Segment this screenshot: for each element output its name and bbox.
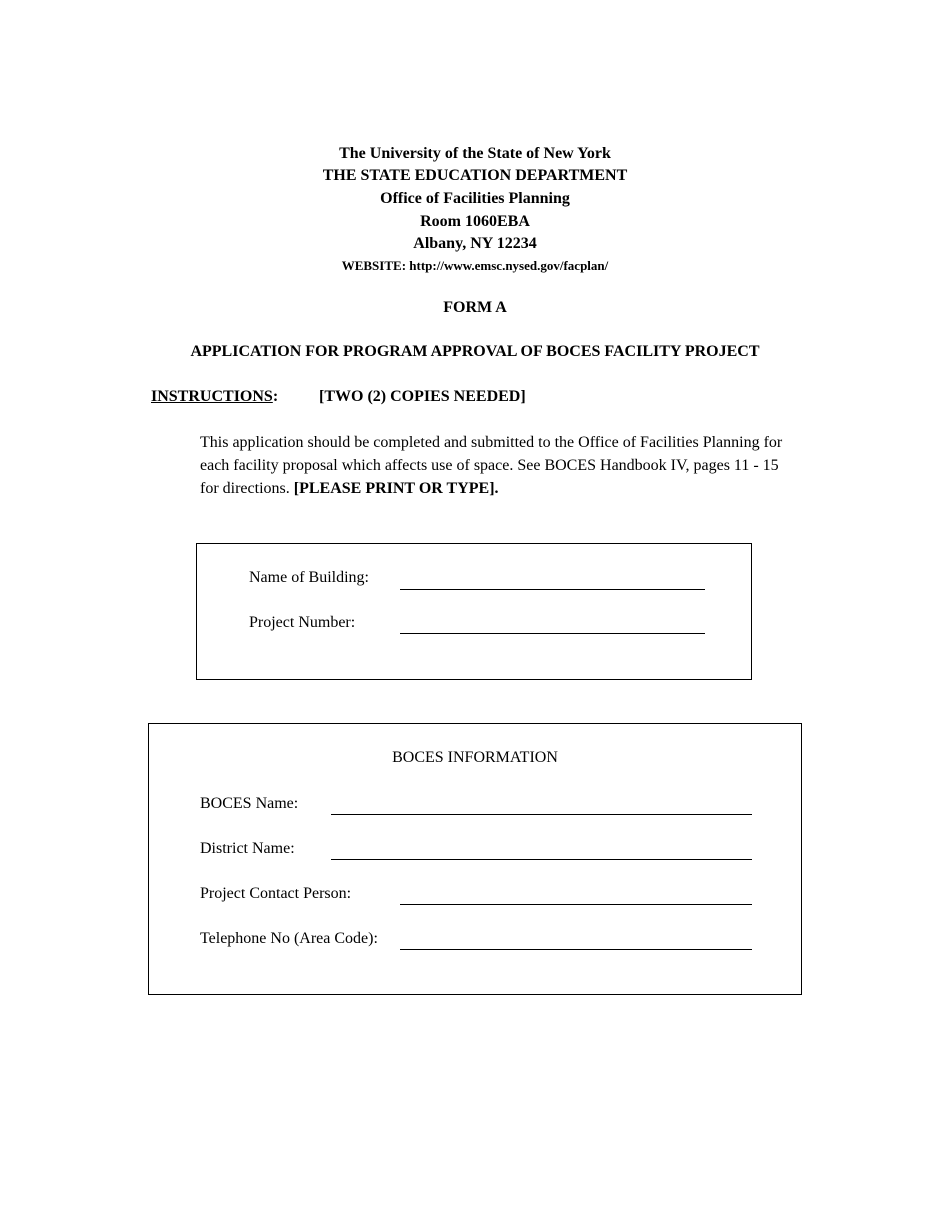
building-info-box <box>196 543 752 680</box>
form-id: FORM A <box>443 299 507 316</box>
header-department: THE STATE EDUCATION DEPARTMENT <box>322 167 628 184</box>
boces-name-label: BOCES Name: <box>200 795 299 812</box>
contact-person-label: Project Contact Person: <box>200 885 352 902</box>
project-number-field[interactable] <box>400 633 705 634</box>
header-website: WEBSITE: http://www.emsc.nysed.gov/facplan/ <box>341 258 609 273</box>
header-room: Room 1060EBA <box>420 213 530 230</box>
copies-needed: [TWO (2) COPIES NEEDED] <box>319 388 526 405</box>
project-number-label: Project Number: <box>249 614 356 631</box>
boces-info-title: BOCES INFORMATION <box>392 749 558 766</box>
instructions-paragraph <box>200 431 800 500</box>
contact-person-field[interactable] <box>400 904 752 905</box>
instructions-body: This application should be completed and submitted to the Office of Facilities Planning for each facility proposal which affects use of space. See BOCES Handbook IV, pages 11 - 15 for directions. <box>200 434 783 497</box>
boces-info-box <box>148 723 802 995</box>
boces-name-field[interactable] <box>331 814 752 815</box>
instructions-label: INSTRUCTIONS <box>151 388 273 405</box>
instructions-colon: : <box>272 388 279 405</box>
header-office: Office of Facilities Planning <box>380 190 570 207</box>
district-name-label: District Name: <box>200 840 295 857</box>
header-address: Albany, NY 12234 <box>413 235 537 252</box>
instructions-heading <box>151 387 526 407</box>
building-name-label: Name of Building: <box>249 569 369 586</box>
building-name-field[interactable] <box>400 589 705 590</box>
telephone-label: Telephone No (Area Code): <box>200 930 378 947</box>
print-or-type-note: [PLEASE PRINT OR TYPE]. <box>293 480 499 497</box>
telephone-field[interactable] <box>400 949 752 950</box>
form-title: APPLICATION FOR PROGRAM APPROVAL OF BOCES FACILITY PROJECT <box>190 343 760 360</box>
header-university: The University of the State of New York <box>339 145 611 162</box>
district-name-field[interactable] <box>331 859 752 860</box>
